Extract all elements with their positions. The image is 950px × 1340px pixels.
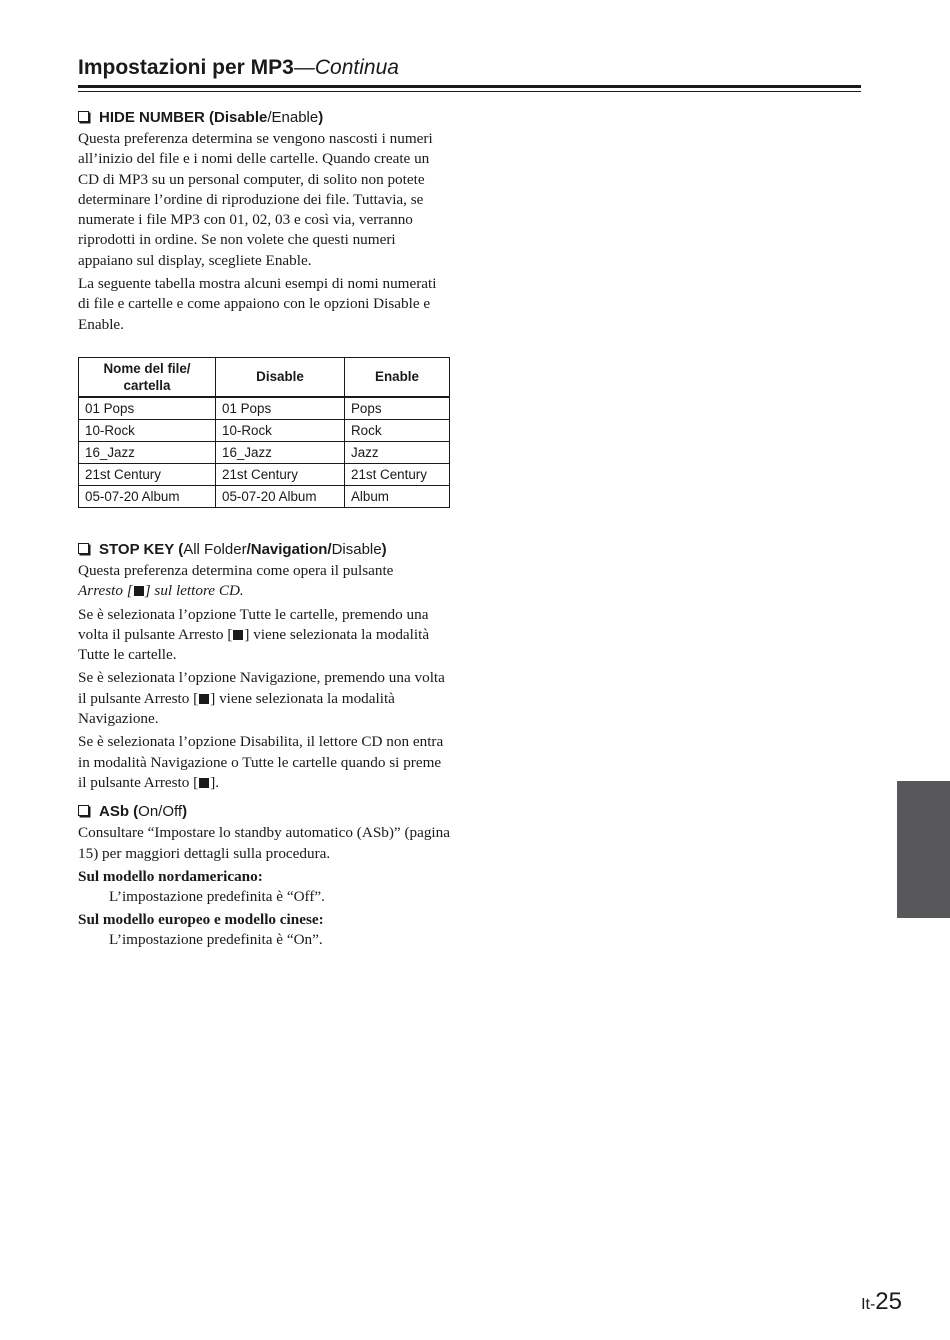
table-cell: Pops bbox=[345, 397, 450, 420]
page-number bbox=[861, 1288, 902, 1316]
table-cell: 21st Century bbox=[216, 463, 345, 485]
table-cell: 16_Jazz bbox=[216, 441, 345, 463]
table-cell: 21st Century bbox=[345, 463, 450, 485]
page-number-value: 25 bbox=[875, 1288, 902, 1315]
table-cell: 16_Jazz bbox=[79, 441, 216, 463]
stop-key-disable: Se è selezionata l’opzione Disabilita, il lettore CD non entra in modalità Navigazione o Tutte le cartelle quando si preme il pulsante Arresto [ ]. bbox=[78, 733, 444, 791]
asb-europe-china-label: Sul modello europeo e modello cinese: bbox=[78, 910, 324, 928]
table-row bbox=[79, 441, 450, 463]
checkbox-bullet-icon bbox=[78, 805, 89, 816]
section-side-tab bbox=[897, 781, 950, 918]
table-cell: Jazz bbox=[345, 441, 450, 463]
stop-square-icon bbox=[199, 694, 209, 704]
table-cell: 01 Pops bbox=[216, 397, 345, 420]
table-header-cell: Nome del file/ cartella bbox=[79, 357, 216, 397]
main-column bbox=[78, 108, 450, 953]
table-header-row bbox=[79, 357, 450, 397]
stop-key-description: Questa preferenza determina come opera il pulsante Arresto [ ] sul lettore CD. bbox=[78, 561, 394, 600]
table-cell: 21st Century bbox=[79, 463, 216, 485]
hide-number-description: Questa preferenza determina se vengono nascosti i numeri all’inizio del file e i nomi delle cartelle. Quando create un CD di MP3 su un personal computer, di solito non potete determinare l’ordine di riproduzione dei file. Tuttavia, se numerate i file MP3 con 01, 02, 03 e così via, verranno riprodotti in ordine. Se non volete che questi numeri appaiano sul display, scegliete Enable. bbox=[78, 130, 433, 269]
table-header-cell: Enable bbox=[345, 357, 450, 397]
page-title-continued: —Continua bbox=[293, 56, 399, 79]
table-cell: Album bbox=[345, 485, 450, 507]
stop-square-icon bbox=[134, 586, 144, 596]
page-number-prefix: It- bbox=[861, 1296, 876, 1313]
table-cell: Rock bbox=[345, 419, 450, 441]
filename-examples-table bbox=[78, 357, 450, 508]
page-title-main: Impostazioni per MP3 bbox=[78, 56, 294, 79]
checkbox-bullet-icon bbox=[78, 111, 89, 122]
hide-number-table-intro: La seguente tabella mostra alcuni esempi di nomi numerati di file e cartelle e come appaiono con le opzioni Disable e Enable. bbox=[78, 275, 437, 333]
table-cell: 10-Rock bbox=[216, 419, 345, 441]
stop-square-icon bbox=[199, 778, 209, 788]
hide-number-heading: HIDE NUMBER (Disable/Enable) bbox=[78, 108, 450, 128]
stop-key-heading: STOP KEY (All Folder/Navigation/Disable) bbox=[78, 540, 450, 560]
stop-key-navigation: Se è selezionata l’opzione Navigazione, premendo una volta il pulsante Arresto [ ] viene selezionata la modalità Navigazione. bbox=[78, 669, 445, 728]
table-cell: 10-Rock bbox=[79, 419, 216, 441]
asb-north-america-default: L’impostazione predefinita è “Off”. bbox=[109, 888, 325, 906]
header-rule-thick bbox=[78, 85, 861, 88]
table-cell: 05-07-20 Album bbox=[216, 485, 345, 507]
asb-europe-china-default: L’impostazione predefinita è “On”. bbox=[109, 931, 323, 949]
checkbox-bullet-icon bbox=[78, 543, 89, 554]
header-rule-thin bbox=[78, 91, 861, 92]
asb-description: Consultare “Impostare lo standby automatico (ASb)” (pagina 15) per maggiori dettagli sulla procedura. bbox=[78, 824, 450, 862]
asb-north-america-label: Sul modello nordamericano: bbox=[78, 867, 263, 885]
table-cell: 01 Pops bbox=[79, 397, 216, 420]
table-row bbox=[79, 463, 450, 485]
page-header bbox=[78, 54, 861, 82]
stop-square-icon bbox=[233, 630, 243, 640]
table-cell: 05-07-20 Album bbox=[79, 485, 216, 507]
table-row bbox=[79, 419, 450, 441]
table-header-cell: Disable bbox=[216, 357, 345, 397]
table-row bbox=[79, 485, 450, 507]
page-title bbox=[78, 54, 861, 82]
stop-key-all-folder: Se è selezionata l’opzione Tutte le cartelle, premendo una volta il pulsante Arresto [ ] viene selezionata la modalità Tutte le cartelle. bbox=[78, 605, 430, 664]
asb-heading: ASb (On/Off) bbox=[78, 802, 450, 822]
table-row bbox=[79, 397, 450, 420]
